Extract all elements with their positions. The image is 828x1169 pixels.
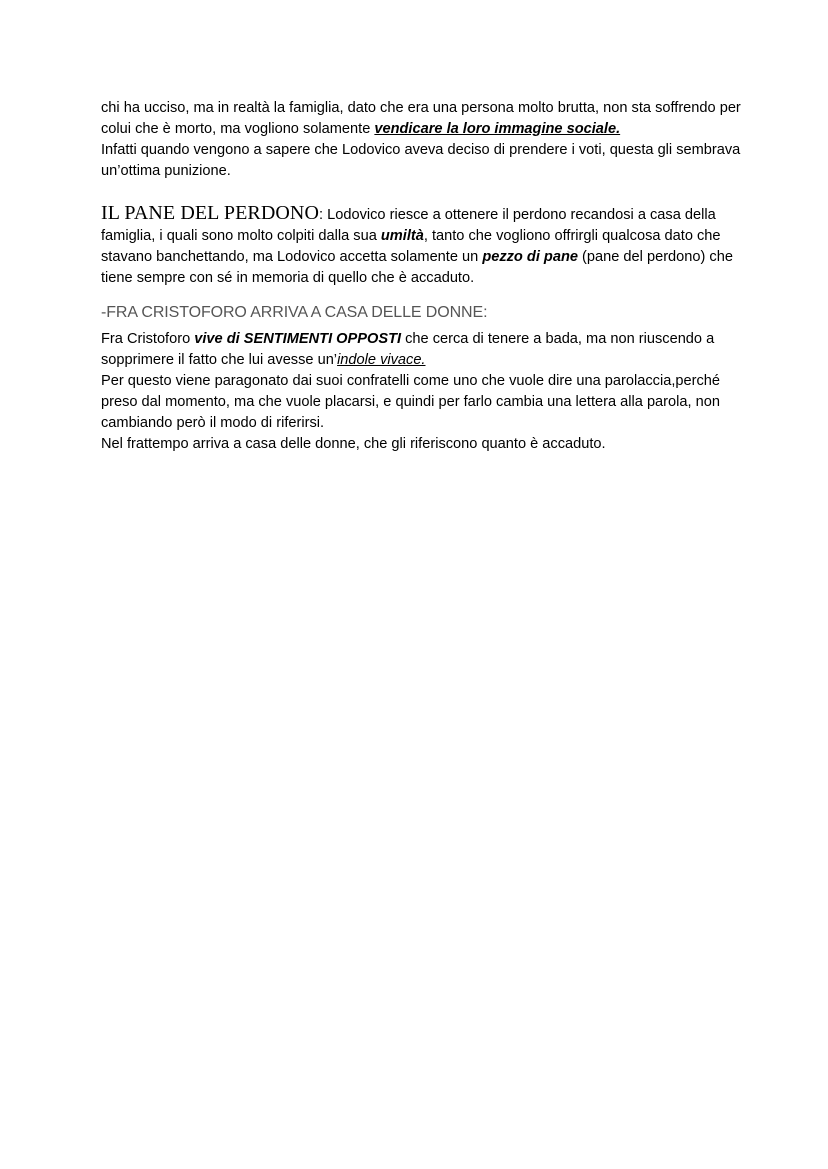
paragraph [101, 434, 741, 455]
paragraph [101, 140, 741, 182]
paragraph [101, 203, 741, 289]
text-run: : Lodovico riesce a ottenere il perdono recandosi a casa della famiglia, i quali sono molto colpiti dalla sua [101, 207, 716, 244]
text-run: (pane del perdono) che tiene sempre con sé in memoria di quello che è accaduto. [101, 249, 733, 286]
section-pane-del-perdono [101, 203, 741, 289]
paragraph [101, 329, 741, 371]
text-run: Infatti quando vengono a sapere che Lodovico aveva deciso di prendere i voti, questa gli sembrava un’ottima punizione. [101, 142, 741, 179]
text-run: , tanto che vogliono offrirgli qualcosa dato che stavano banchettando, ma Lodovico accetta solamente un [101, 228, 721, 265]
section-heading: -FRA CRISTOFORO ARRIVA A CASA DELLE DONNE: [101, 304, 488, 321]
section-body [101, 329, 741, 455]
emphasis-text: vendicare la loro immagine sociale. [374, 121, 621, 137]
emphasis-text: pezzo di pane [482, 249, 578, 265]
emphasis-text: umiltà [380, 228, 424, 244]
section-heading: IL PANE DEL PERDONO [101, 202, 320, 224]
section-fra-cristoforo [101, 302, 741, 455]
emphasis-text: vive di SENTIMENTI OPPOSTI [194, 331, 402, 347]
document-body [101, 98, 741, 455]
text-run: Fra Cristoforo [101, 331, 195, 347]
paragraph [101, 98, 741, 140]
text-run: che cerca di tenere a bada, ma non riuscendo a sopprimere il fatto che lui avesse un’ [101, 331, 715, 368]
section-vendetta [101, 98, 741, 182]
text-run: Per questo viene paragonato dai suoi confratelli come uno che vuole dire una parolaccia,perché preso dal momento, ma che vuole placarsi, e quindi per farlo cambia una lettera alla parola, non cambiando però il modo di riferirsi. [101, 373, 721, 431]
emphasis-text: indole vivace. [337, 352, 426, 368]
text-run: Nel frattempo arriva a casa delle donne, che gli riferiscono quanto è accaduto. [101, 436, 606, 452]
text-run: chi ha ucciso, ma in realtà la famiglia, dato che era una persona molto brutta, non sta soffrendo per colui che è morto, ma vogliono solamente [101, 100, 741, 137]
paragraph [101, 371, 741, 434]
